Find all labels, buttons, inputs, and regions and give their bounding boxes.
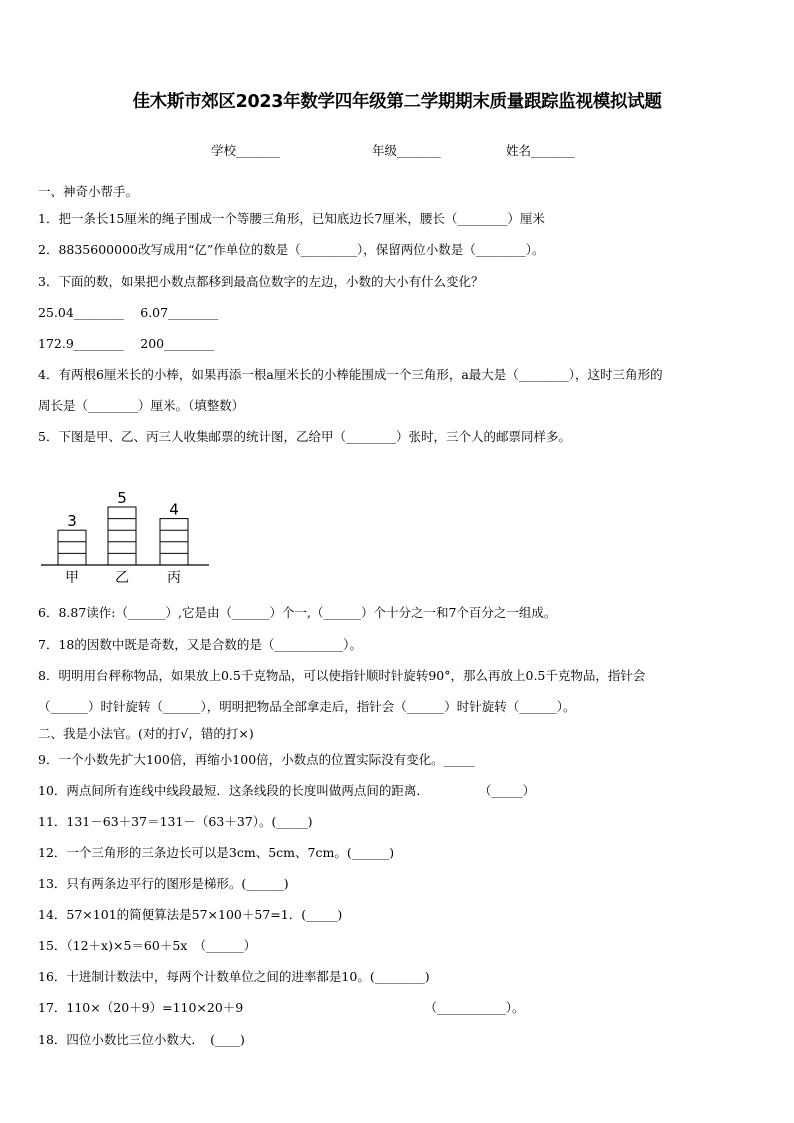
section-1-heading: 一、神奇小帮手。: [38, 184, 139, 199]
question-4-cont: 周长是（________）厘米。（填整数）: [38, 398, 245, 413]
question-3: 3．下面的数，如果把小数点都移到最高位数字的左边，小数的大小有什么变化？: [38, 274, 484, 289]
bar-1: [58, 530, 86, 565]
question-3-row-2: 172.9________ 200________: [38, 336, 215, 351]
bar-2-value-label: 5: [117, 489, 127, 507]
category-label-1: 甲: [65, 570, 79, 586]
question-4: 4．有两根6厘米长的小棒，如果再添一根a厘米长的小棒能围成一个三角形，a最大是（________），这时三角形的: [38, 367, 663, 382]
question-11: 11．131－63＋37＝131－（63＋37）。(_____): [38, 814, 313, 829]
question-18: 18．四位小数比三位小数大． (____): [38, 1032, 245, 1047]
question-12: 12．一个三角形的三条边长可以是3cm、5cm、7cm。(______): [38, 845, 395, 860]
question-17: 17．110×（20＋9）=110×20＋9 （___________）。: [38, 1000, 525, 1015]
bar-2: [108, 507, 136, 565]
question-8: 8．明明用台秤称物品，如果放上0.5千克物品，可以使指针顺时针旋转90°，那么再放上0.5千克物品，指针会: [38, 668, 646, 683]
question-16: 16．十进制计数法中，每两个计数单位之间的进率都是10。(________): [38, 969, 430, 984]
question-15: 15．（12＋x)×5＝60＋5x （______）: [38, 938, 257, 953]
page-title: 佳木斯市郊区2023年数学四年级第二学期期末质量跟踪监视模拟试题: [132, 92, 662, 112]
question-7: 7．18的因数中既是奇数，又是合数的是（___________）。: [38, 637, 362, 652]
question-13: 13．只有两条边平行的图形是梯形。(______): [38, 876, 289, 891]
question-14: 14．57×101的简便算法是57×100＋57=1．(_____): [38, 907, 343, 922]
stamp-bar-chart: [38, 456, 214, 586]
category-label-2: 乙: [115, 570, 129, 586]
category-label-3: 丙: [167, 570, 181, 586]
name-field: 姓名_______: [506, 143, 575, 158]
question-1: 1．把一条长15厘米的绳子围成一个等腰三角形，已知底边长7厘米，腰长（________）厘米: [38, 211, 545, 226]
grade-field: 年级_______: [372, 143, 441, 158]
school-field: 学校_______: [211, 143, 280, 158]
question-6: 6．8.87读作:（______）,它是由（______）个一,（______）个十分之一和7个百分之一组成。: [38, 605, 557, 620]
question-9: 9．一个小数先扩大100倍，再缩小100倍，小数点的位置实际没有变化。_____: [38, 752, 475, 767]
bar-3-value-label: 4: [169, 500, 179, 519]
question-5: 5．下图是甲、乙、丙三人收集邮票的统计图，乙给甲（________）张时，三个人的邮票同样多。: [38, 429, 571, 444]
question-2: 2．8835600000改写成用“亿”作单位的数是（_________），保留两位小数是（________）。: [38, 242, 545, 257]
question-3-row-1: 25.04________ 6.07________: [38, 305, 219, 320]
question-10: 10．两点间所有连线中线段最短．这条线段的长度叫做两点间的距离． （_____）: [38, 783, 536, 798]
bar-1-value-label: 3: [67, 512, 77, 531]
question-8-cont: （______）时针旋转（______），明明把物品全部拿走后，指针会（______）时针旋转（______）。: [38, 699, 576, 714]
section-2-heading: 二、我是小法官。(对的打√，错的打×): [38, 726, 254, 741]
